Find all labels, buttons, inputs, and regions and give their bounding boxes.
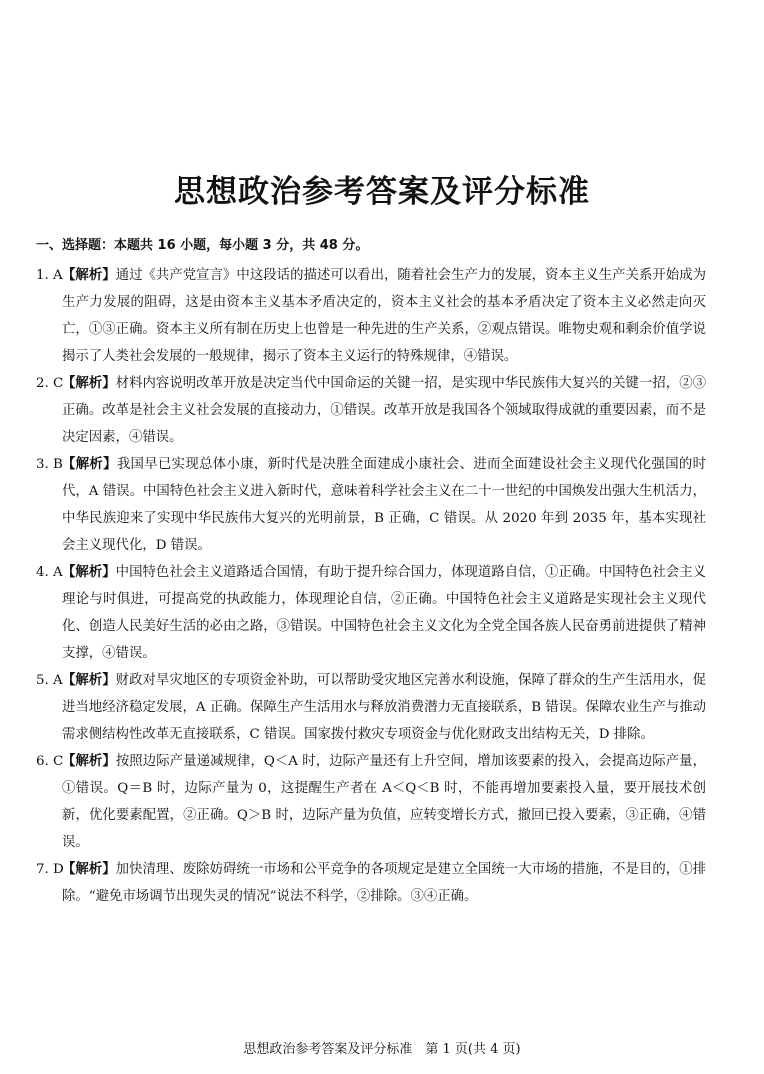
answer-item-6 <box>36 748 706 856</box>
analysis-tag: 【解析】 <box>62 457 117 472</box>
answer-number: 4. A <box>36 565 63 580</box>
analysis-tag: 【解析】 <box>62 376 116 391</box>
analysis-text: 通过《共产党宣言》中这段话的描述可以看出，随着社会生产力的发展，资本主义生产关系开始成为生产力发展的阻碍，这是由资本主义基本矛盾决定的，资本主义社会的基本矛盾决定了资本主义必然走向灭亡，①③正确。资本主义所有制在历史上也曾是一种先进的生产关系，②观点错误。唯物史观和剩余价值学说揭示了人类社会发展的一般规律，揭示了资本主义运行的特殊规律，④错误。 <box>62 268 706 364</box>
answer-number: 3. B <box>36 457 63 472</box>
analysis-text: 加快清理、废除妨碍统一市场和公平竞争的各项规定是建立全国统一大市场的措施，不是目的，①排除。“避免市场调节出现失灵的情况”说法不科学，②排除。③④正确。 <box>62 862 706 904</box>
answer-item-1 <box>36 262 706 370</box>
analysis-text: 我国早已实现总体小康，新时代是决胜全面建成小康社会、进而全面建设社会主义现代化强国的时代，A 错误。中国特色社会主义进入新时代，意味着科学社会主义在二十一世纪的中国焕发出强大生机活力，中华民族迎来了实现中华民族伟大复兴的光明前景，B 正确，C 错误。从 2020 年到 2035 年，基本实现社会主义现代化，D 错误。 <box>62 457 707 553</box>
page-title: 思想政治参考答案及评分标准 <box>174 174 590 210</box>
answer-number: 7. D <box>36 862 64 877</box>
analysis-text: 按照边际产量递减规律，Q＜A 时，边际产量还有上升空间，增加该要素的投入，会提高边际产量，①错误。Q＝B 时，边际产量为 0，这提醒生产者在 A＜Q＜B 时，不能再增加要素投入量，要开展技术创新，优化要素配置，②正确。Q＞B 时，边际产量为负值，应转变增长方式，撤回已投入要素，③正确，④错误。 <box>62 754 706 850</box>
answer-item-3 <box>36 451 706 559</box>
analysis-text: 中国特色社会主义道路适合国情，有助于提升综合国力，体现道路自信，①正确。中国特色社会主义理论与时俱进，可提高党的执政能力，体现理论自信，②正确。中国特色社会主义道路是实现社会主义现代化、创造人民美好生活的必由之路，③错误。中国特色社会主义文化为全党全国各族人民奋勇前进提供了精神支撑，④错误。 <box>62 565 706 661</box>
answer-item-2 <box>36 370 706 451</box>
analysis-tag: 【解析】 <box>62 862 116 877</box>
page-footer: 思想政治参考答案及评分标准 第 1 页(共 4 页) <box>243 1042 521 1057</box>
analysis-text: 财政对旱灾地区的专项资金补助，可以帮助受灾地区完善水利设施，保障了群众的生产生活用水，促进当地经济稳定发展，A 正确。保障生产生活用水与释放消费潜力无直接联系，B 错误。保障农业生产与推动需求侧结构性改革无直接联系，C 错误。国家拨付救灾专项资金与优化财政支出结构无关，D 排除。 <box>62 673 706 742</box>
analysis-tag: 【解析】 <box>62 754 116 769</box>
answer-number: 1. A <box>36 268 63 283</box>
analysis-tag: 【解析】 <box>62 268 116 283</box>
answer-number: 6. C <box>36 754 64 769</box>
analysis-text: 材料内容说明改革开放是决定当代中国命运的关键一招，是实现中华民族伟大复兴的关键一招，②③正确。改革是社会主义社会发展的直接动力，①错误。改革开放是我国各个领域取得成就的重要因素，而不是决定因素，④错误。 <box>62 376 706 445</box>
analysis-tag: 【解析】 <box>62 673 116 688</box>
answer-item-5 <box>36 667 706 748</box>
answer-number: 2. C <box>36 376 64 391</box>
section-heading: 一、选择题：本题共 16 小题，每小题 3 分，共 48 分。 <box>36 238 369 253</box>
answer-item-7 <box>36 856 706 910</box>
answer-item-4 <box>36 559 706 667</box>
answer-number: 5. A <box>36 673 63 688</box>
analysis-tag: 【解析】 <box>62 565 116 580</box>
answer-list <box>36 262 706 910</box>
